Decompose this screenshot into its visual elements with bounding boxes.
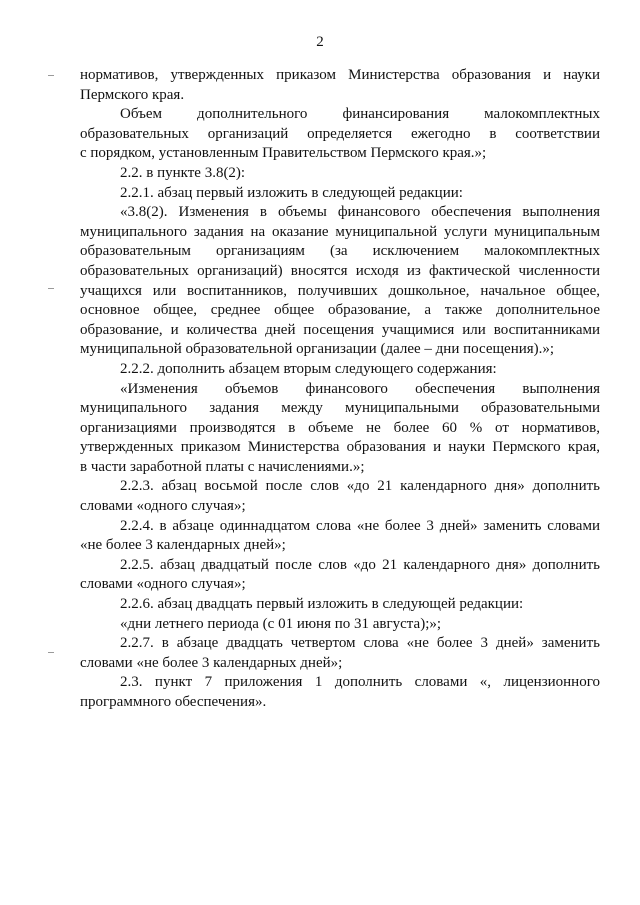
text-line: 2.2.6. абзац двадцать первый изложить в следующей редакции:	[120, 596, 524, 613]
document-body	[80, 66, 600, 713]
text-line: 2.2.7. в абзаце двадцать четвертом слова «не более 3 дней» заменить	[120, 635, 600, 652]
text-line: Объем дополнительного финансирования малокомплектных	[120, 106, 600, 123]
text-line: 2.2. в пункте 3.8(2):	[120, 164, 246, 181]
text-line: учащихся или воспитанников, получивших дошкольное, начальное общее,	[80, 282, 600, 299]
text-line: словами «одного случая»;	[80, 498, 246, 515]
text-line: 2.2.1. абзац первый изложить в следующей редакции:	[120, 184, 463, 201]
text-line: нормативов, утвержденных приказом Министерства образования и науки	[80, 67, 600, 83]
text-line: «3.8(2). Изменения в объемы финансового обеспечения выполнения	[120, 204, 600, 221]
text-line: 2.3. пункт 7 приложения 1 дополнить словами «, лицензионного	[120, 674, 600, 691]
text-line: 2.2.3. абзац восьмой после слов «до 21 календарного дня» дополнить	[120, 478, 600, 495]
text-line: 2.2.4. в абзаце одиннадцатом слова «не более 3 дней» заменить словами	[120, 517, 600, 534]
text-line: «дни летнего периода (с 01 июня по 31 августа);»;	[120, 615, 442, 632]
text-line: 2.2.5. абзац двадцатый после слов «до 21 календарного дня» дополнить	[120, 556, 600, 573]
text-line: «Изменения объемов финансового обеспечения выполнения	[120, 380, 600, 397]
text-line: муниципальной образовательной организации (далее – дни посещения).»;	[80, 341, 555, 358]
text-line: образование, и количества дней посещения учащимися или воспитанниками	[80, 321, 600, 338]
text-line: с порядком, установленным Правительством Пермского края.»;	[80, 145, 487, 162]
margin-mark	[48, 652, 54, 653]
margin-mark	[48, 75, 54, 76]
text-line: программного обеспечения».	[80, 694, 267, 710]
text-line: образовательных организаций определяется ежегодно в соответствии	[80, 125, 600, 142]
text-line: 2.2.2. дополнить абзацем вторым следующего содержания:	[120, 360, 497, 377]
text-line: муниципального задания на оказание муниципальной услуги муниципальным	[80, 223, 600, 240]
text-line: Пермского края.	[80, 86, 185, 103]
text-line: организациями производятся в объеме не более 60 % от нормативов,	[80, 419, 600, 436]
text-line: муниципального задания между муниципальными образовательными	[80, 400, 600, 417]
text-line: в части заработной платы с начислениями.»;	[80, 458, 365, 475]
text-line: «не более 3 календарных дней»;	[80, 537, 286, 554]
text-line: словами «не более 3 календарных дней»;	[80, 654, 343, 671]
text-line: образовательных организаций) вносятся исходя из фактической численности	[80, 262, 600, 279]
text-line: словами «одного случая»;	[80, 576, 246, 593]
text-line: утвержденных приказом Министерства образования и науки Пермского края,	[80, 439, 600, 456]
margin-mark	[48, 288, 54, 289]
text-line: образовательным организациям (за исключением малокомплектных	[80, 243, 600, 260]
text-line: основное общее, среднее общее образование, а также дополнительное	[80, 302, 600, 319]
page-number: 2	[316, 34, 324, 50]
